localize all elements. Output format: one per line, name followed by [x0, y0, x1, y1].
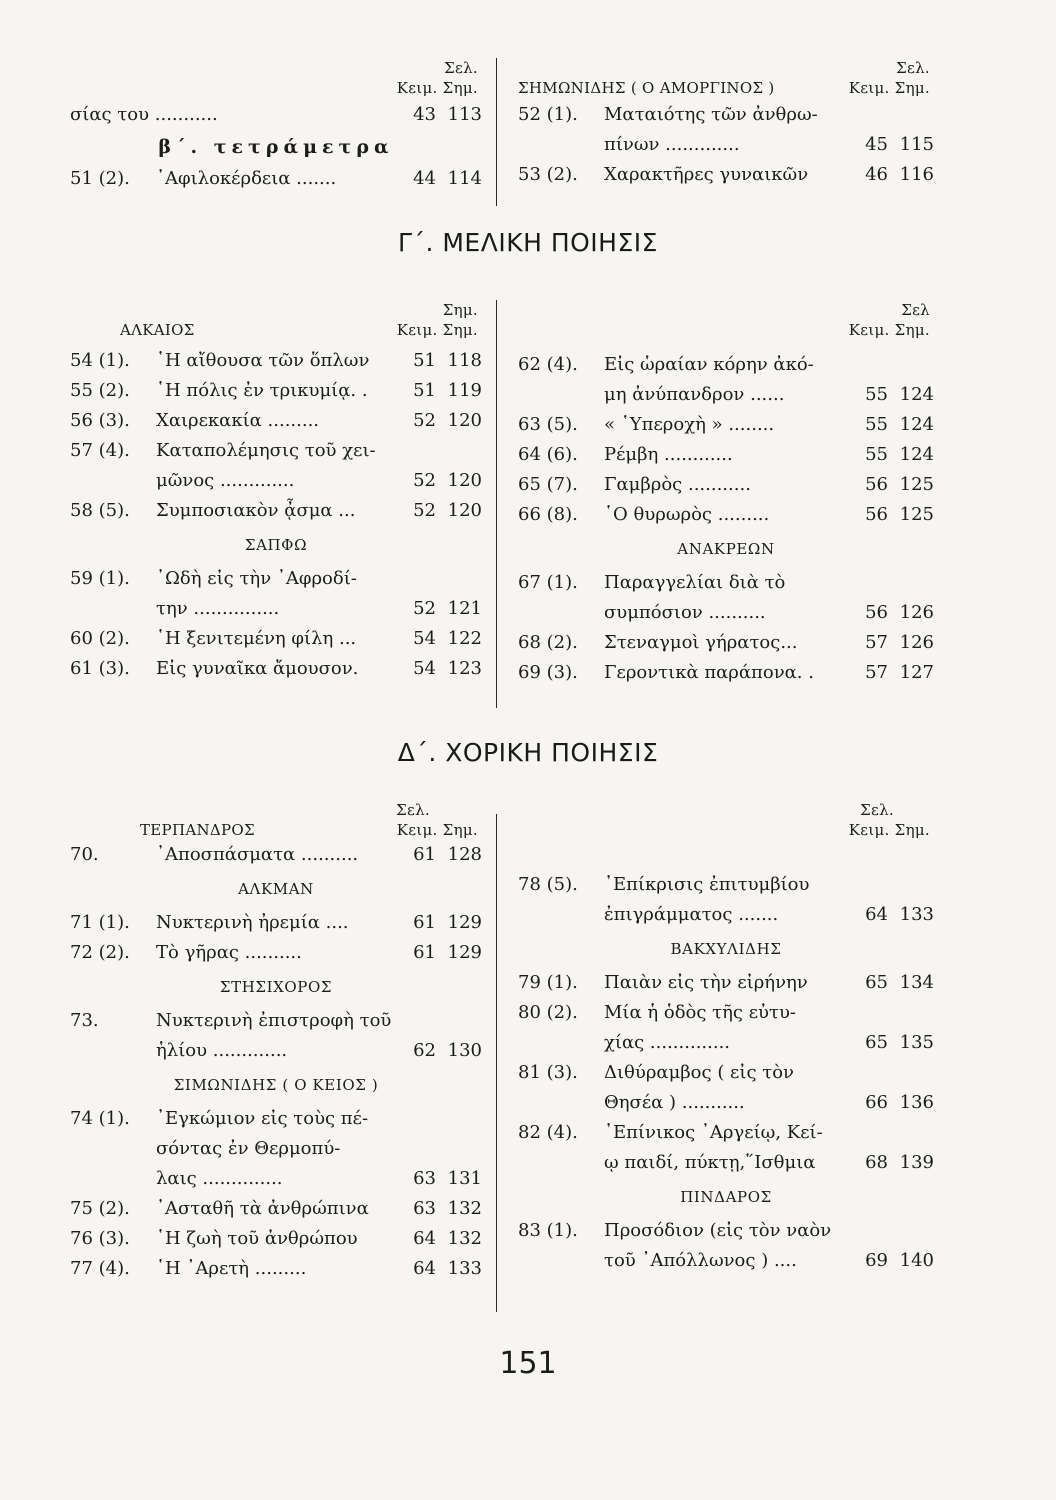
entry-page: 61	[413, 942, 436, 963]
entry-note: 136	[899, 1092, 934, 1113]
entry-page: 63	[413, 1168, 436, 1189]
index-entry	[518, 870, 934, 900]
entry-page: 66	[865, 1092, 888, 1113]
entry-page: 52	[413, 500, 436, 521]
entry-page: 52	[413, 598, 436, 619]
entry-number: 74 (1).	[70, 1108, 130, 1129]
entry-page: 45	[865, 134, 888, 155]
index-entry	[70, 908, 482, 938]
entry-number: 56 (3).	[70, 410, 130, 431]
author-heading: ΑΛΚΜΑΝ	[238, 880, 314, 898]
entry-title: μῶνος .............	[156, 470, 295, 491]
entry-number: 71 (1).	[70, 912, 130, 933]
entry-title: ᾿Επίκρισις ἐπιτυμβίου	[604, 874, 810, 895]
entry-number: 67 (1).	[518, 572, 578, 593]
entry-note: 122	[447, 628, 482, 649]
author-heading: ΣΙΜΩΝΙΔΗΣ ( Ο ΚΕΙΟΣ )	[173, 1076, 379, 1094]
entry-note: 139	[899, 1152, 934, 1173]
entry-page: 55	[865, 384, 888, 405]
column-header	[70, 300, 482, 340]
column-header	[70, 800, 482, 840]
entry-page: 43	[413, 104, 436, 125]
index-entry	[70, 654, 482, 684]
entry-page: 52	[413, 470, 436, 491]
index-entry	[70, 406, 482, 436]
keim-sim-label: Κειμ. Σημ.	[396, 821, 478, 839]
entry-number: 73.	[70, 1010, 99, 1031]
entry-note: 132	[447, 1198, 482, 1219]
section-heading-choral: Δ΄. ΧΟΡΙΚΗ ΠΟΙΗΣΙΣ	[397, 738, 659, 767]
index-entry-continuation	[518, 1246, 934, 1276]
author-heading: ΠΙΝΔΑΡΟΣ	[680, 1188, 772, 1206]
entry-note: 131	[447, 1168, 482, 1189]
entry-note: 113	[447, 104, 482, 125]
entry-number: 72 (2).	[70, 942, 130, 963]
author-heading: ΣΗΜΩΝΙΔΗΣ ( Ο ΑΜΟΡΓΙΝΟΣ )	[518, 79, 775, 97]
entry-note: 114	[447, 168, 482, 189]
entry-number: 57 (4).	[70, 440, 130, 461]
entry-title: χίας ..............	[604, 1032, 731, 1053]
entry-title: ῾Η ζωὴ τοῦ ἀνθρώπου	[156, 1228, 358, 1249]
index-entry-continuation	[70, 1134, 482, 1164]
index-entry-continuation	[70, 1036, 482, 1066]
index-entry-continuation	[70, 594, 482, 624]
choral-section	[70, 800, 940, 1320]
index-entry	[70, 346, 482, 376]
keim-sim-label: Κειμ. Σημ.	[396, 79, 478, 97]
entry-note: 121	[447, 598, 482, 619]
index-entry-continuation	[518, 1088, 934, 1118]
column-header	[518, 800, 934, 840]
entry-page: 63	[413, 1198, 436, 1219]
index-entry	[70, 938, 482, 968]
section-heading-melic: Γ΄. ΜΕΛΙΚΗ ΠΟΙΗΣΙΣ	[398, 228, 658, 257]
entry-number: 78 (5).	[518, 874, 578, 895]
index-entry	[70, 564, 482, 594]
entry-title: Καταπολέμησις τοῦ χει-	[156, 440, 376, 461]
entry-title: Νυκτερινὴ ἐπιστροφὴ τοῦ	[156, 1010, 392, 1031]
entry-number: 79 (1).	[518, 972, 578, 993]
index-entry-continuation	[518, 598, 934, 628]
index-entry	[518, 500, 934, 530]
index-entry	[70, 624, 482, 654]
entry-title: ἡλίου .............	[156, 1040, 288, 1061]
entry-page: 68	[865, 1152, 888, 1173]
entry-number: 76 (3).	[70, 1228, 130, 1249]
entry-title: ᾿Ωδὴ εἰς τὴν ᾿Αφροδί-	[156, 568, 357, 589]
entry-page: 64	[413, 1258, 436, 1279]
entry-page: 54	[413, 628, 436, 649]
entry-number: 62 (4).	[518, 354, 578, 375]
keim-sim-label: Κειμ. Σημ.	[848, 321, 930, 339]
index-entry	[518, 350, 934, 380]
top-section	[70, 58, 940, 208]
column-header	[518, 58, 934, 98]
index-entry-continuation	[518, 1028, 934, 1058]
entry-note: 126	[899, 602, 934, 623]
entry-title: σόντας ἐν Θερμοπύ-	[156, 1138, 341, 1159]
entry-number: 75 (2).	[70, 1198, 130, 1219]
index-entry	[70, 376, 482, 406]
entry-page: 64	[865, 904, 888, 925]
author-heading: ΣΤΗΣΙΧΟΡΟΣ	[219, 978, 333, 996]
entry-page: 61	[413, 844, 436, 865]
entry-note: 120	[447, 410, 482, 431]
entry-note: 134	[899, 972, 934, 993]
entry-title: μη ἀνύπανδρον ......	[604, 384, 785, 405]
left-column	[70, 58, 482, 194]
entry-number: 52 (1).	[518, 104, 578, 125]
entry-note: 127	[899, 662, 934, 683]
entry-title: « ῾Υπεροχὴ » ........	[604, 414, 775, 435]
entry-number: 82 (4).	[518, 1122, 578, 1143]
entry-number: 60 (2).	[70, 628, 130, 649]
entry-number: 54 (1).	[70, 350, 130, 371]
index-entry	[518, 568, 934, 598]
right-column	[518, 800, 934, 1276]
entry-note: 129	[447, 942, 482, 963]
entry-page: 51	[413, 350, 436, 371]
entry-title: ῾Η ᾿Αρετὴ .........	[156, 1258, 307, 1279]
entry-note: 133	[447, 1258, 482, 1279]
entry-title: ᾿Εγκώμιον εἰς τοὺς πέ-	[156, 1108, 369, 1129]
entry-page: 46	[865, 164, 888, 185]
entry-page: 57	[865, 632, 888, 653]
entry-title: Μία ἡ ὁδὸς τῆς εὐτυ-	[604, 1002, 796, 1023]
entry-number: 59 (1).	[70, 568, 130, 589]
entry-page: 55	[865, 414, 888, 435]
entry-number: 55 (2).	[70, 380, 130, 401]
index-entry-continuation	[70, 1164, 482, 1194]
entry-title: ῳ παιδί, πύκτῃ,῞Ισθμια	[604, 1152, 816, 1173]
sel-label: Σελ	[901, 301, 930, 319]
entry-title: ᾿Επίνικος ᾿Αργείῳ, Κεί-	[604, 1122, 823, 1143]
index-entry	[70, 1104, 482, 1134]
author-heading: ΑΝΑΚΡΕΩΝ	[677, 540, 775, 558]
right-column	[518, 300, 934, 688]
entry-title: συμπόσιον ..........	[604, 602, 766, 623]
entry-number: 64 (6).	[518, 444, 578, 465]
entry-note: 135	[899, 1032, 934, 1053]
entry-page: 52	[413, 410, 436, 431]
index-entry	[70, 1194, 482, 1224]
left-column	[70, 300, 482, 684]
index-entry	[70, 1254, 482, 1284]
entry-page: 64	[413, 1228, 436, 1249]
page-number: 151	[499, 1346, 557, 1381]
entry-page: 56	[865, 504, 888, 525]
entry-note: 126	[899, 632, 934, 653]
entry-title: πίνων .............	[604, 134, 740, 155]
column-divider	[496, 300, 497, 708]
entry-title: Παραγγελίαι διὰ τὸ	[604, 572, 786, 593]
entry-page: 56	[865, 602, 888, 623]
entry-title: λαις ..............	[156, 1168, 283, 1189]
column-divider	[496, 58, 497, 206]
sel-label: Σελ.	[444, 59, 478, 77]
entry-title: Τὸ γῆρας ..........	[156, 942, 302, 963]
entry-number: 65 (7).	[518, 474, 578, 495]
index-entry	[518, 410, 934, 440]
entry-number: 70.	[70, 844, 99, 865]
entry-number: 80 (2).	[518, 1002, 578, 1023]
sel-label: Σελ.	[396, 801, 430, 819]
entry-note: 133	[899, 904, 934, 925]
author-heading: ΑΛΚΑΙΟΣ	[120, 321, 195, 339]
index-entry	[518, 1216, 934, 1246]
entry-number: 83 (1).	[518, 1220, 578, 1241]
entry-page: 61	[413, 912, 436, 933]
keim-sim-label: Κειμ. Σημ.	[396, 321, 478, 339]
entry-page: 54	[413, 658, 436, 679]
entry-page: 62	[413, 1040, 436, 1061]
entry-note: 124	[899, 444, 934, 465]
entry-note: 123	[447, 658, 482, 679]
index-entry	[518, 470, 934, 500]
entry-title: την ...............	[156, 598, 280, 619]
entry-title: ῾Η αἴθουσα τῶν ὅπλων	[156, 350, 370, 371]
left-column	[70, 800, 482, 1284]
index-entry	[518, 628, 934, 658]
entry-note: 120	[447, 500, 482, 521]
entry-title: Εἰς ὡραίαν κόρην ἀκό-	[604, 354, 814, 375]
entry-number: 81 (3).	[518, 1062, 578, 1083]
right-column	[518, 58, 934, 190]
entry-note: 128	[447, 844, 482, 865]
keim-sim-label: Κειμ. Σημ.	[848, 79, 930, 97]
entry-number: 51 (2).	[70, 168, 130, 189]
entry-note: 132	[447, 1228, 482, 1249]
entry-title: Προσόδιον (εἰς τὸν ναὸν	[604, 1220, 832, 1241]
entry-title: ᾿Ασταθῆ τὰ ἀνθρώπινα	[156, 1198, 369, 1219]
entry-page: 69	[865, 1250, 888, 1271]
entry-title: Θησέα ) ...........	[604, 1092, 745, 1113]
entry-title: τοῦ ᾿Απόλλωνος ) ....	[604, 1250, 797, 1271]
index-entry	[518, 160, 934, 190]
entry-number: 66 (8).	[518, 504, 578, 525]
entry-number: 63 (5).	[518, 414, 578, 435]
entry-title: Ρέμβη ............	[604, 444, 733, 465]
entry-note: 125	[899, 504, 934, 525]
entry-title: Συμποσιακὸν ᾆσμα ...	[156, 500, 356, 521]
entry-title: σίας του ...........	[70, 104, 218, 125]
author-heading: ΣΑΠΦΩ	[244, 536, 308, 554]
keim-sim-label: Κειμ. Σημ.	[848, 821, 930, 839]
entry-note: 120	[447, 470, 482, 491]
index-entry-continuation	[518, 1148, 934, 1178]
entry-title: Στεναγμοὶ γήρατος...	[604, 632, 798, 653]
entry-page: 56	[865, 474, 888, 495]
entry-note: 125	[899, 474, 934, 495]
entry-title: Νυκτερινὴ ἠρεμία ....	[156, 912, 349, 933]
entry-note: 130	[447, 1040, 482, 1061]
entry-title: Παιὰν εἰς τὴν εἰρήνην	[604, 972, 808, 993]
author-heading: ΤΕΡΠΑΝΔΡΟΣ	[140, 821, 255, 839]
sim-label: Σημ.	[442, 301, 478, 319]
entry-note: 119	[447, 380, 482, 401]
index-entry	[518, 658, 934, 688]
index-entry	[70, 1224, 482, 1254]
entry-note: 118	[447, 350, 482, 371]
index-entry	[518, 100, 934, 130]
index-entry	[518, 440, 934, 470]
entry-note: 124	[899, 384, 934, 405]
index-entry-continuation	[70, 466, 482, 496]
entry-title: ἐπιγράμματος .......	[604, 904, 779, 925]
column-divider	[496, 814, 497, 1312]
index-entry	[70, 840, 482, 870]
entry-note: 124	[899, 414, 934, 435]
index-entry	[70, 1006, 482, 1036]
entry-title: Ματαιότης τῶν ἀνθρω-	[604, 104, 818, 125]
entry-title: Διθύραμβος ( εἰς τὸν	[604, 1062, 794, 1083]
index-entry	[518, 1118, 934, 1148]
entry-number: 68 (2).	[518, 632, 578, 653]
entry-page: 51	[413, 380, 436, 401]
entry-number: 69 (3).	[518, 662, 578, 683]
index-entry-continuation	[518, 900, 934, 930]
entry-number: 61 (3).	[70, 658, 130, 679]
index-entry	[518, 1058, 934, 1088]
column-header	[518, 300, 934, 340]
melic-section	[70, 300, 940, 710]
index-entry	[70, 100, 482, 130]
entry-title: ῾Η πόλις ἐν τρικυμίᾳ. .	[156, 380, 368, 401]
entry-title: Εἰς γυναῖκα ἄμουσον.	[156, 658, 359, 679]
index-entry	[70, 496, 482, 526]
index-entry	[70, 164, 482, 194]
entry-title: ᾿Αποσπάσματα ..........	[156, 844, 359, 865]
entry-note: 129	[447, 912, 482, 933]
entry-page: 57	[865, 662, 888, 683]
entry-title: Χαιρεκακία .........	[156, 410, 320, 431]
entry-number: 58 (5).	[70, 500, 130, 521]
index-entry	[70, 436, 482, 466]
entry-note: 140	[899, 1250, 934, 1271]
subheading-tetrametra: β΄. τετράμετρα	[158, 136, 394, 158]
index-entry-continuation	[518, 380, 934, 410]
entry-title: Χαρακτῆρες γυναικῶν	[604, 164, 809, 185]
sel-label: Σελ.	[896, 59, 930, 77]
entry-number: 53 (2).	[518, 164, 578, 185]
sel-label: Σελ.	[860, 801, 894, 819]
column-header	[70, 58, 482, 98]
index-entry	[518, 968, 934, 998]
entry-title: Γαμβρὸς ...........	[604, 474, 751, 495]
index-entry-continuation	[518, 130, 934, 160]
entry-note: 116	[899, 164, 934, 185]
entry-page: 55	[865, 444, 888, 465]
index-entry	[518, 998, 934, 1028]
entry-title: ᾿Αφιλοκέρδεια .......	[156, 168, 337, 189]
entry-title: ῾Ο θυρωρὸς .........	[604, 504, 770, 525]
entry-page: 65	[865, 972, 888, 993]
entry-page: 44	[413, 168, 436, 189]
entry-title: Γεροντικὰ παράπονα. .	[604, 662, 814, 683]
entry-page: 65	[865, 1032, 888, 1053]
entry-note: 115	[899, 134, 934, 155]
entry-title: ῾Η ξενιτεμένη φίλη ...	[156, 628, 357, 649]
author-heading: ΒΑΚΧΥΛΙΔΗΣ	[670, 940, 782, 958]
entry-number: 77 (4).	[70, 1258, 130, 1279]
